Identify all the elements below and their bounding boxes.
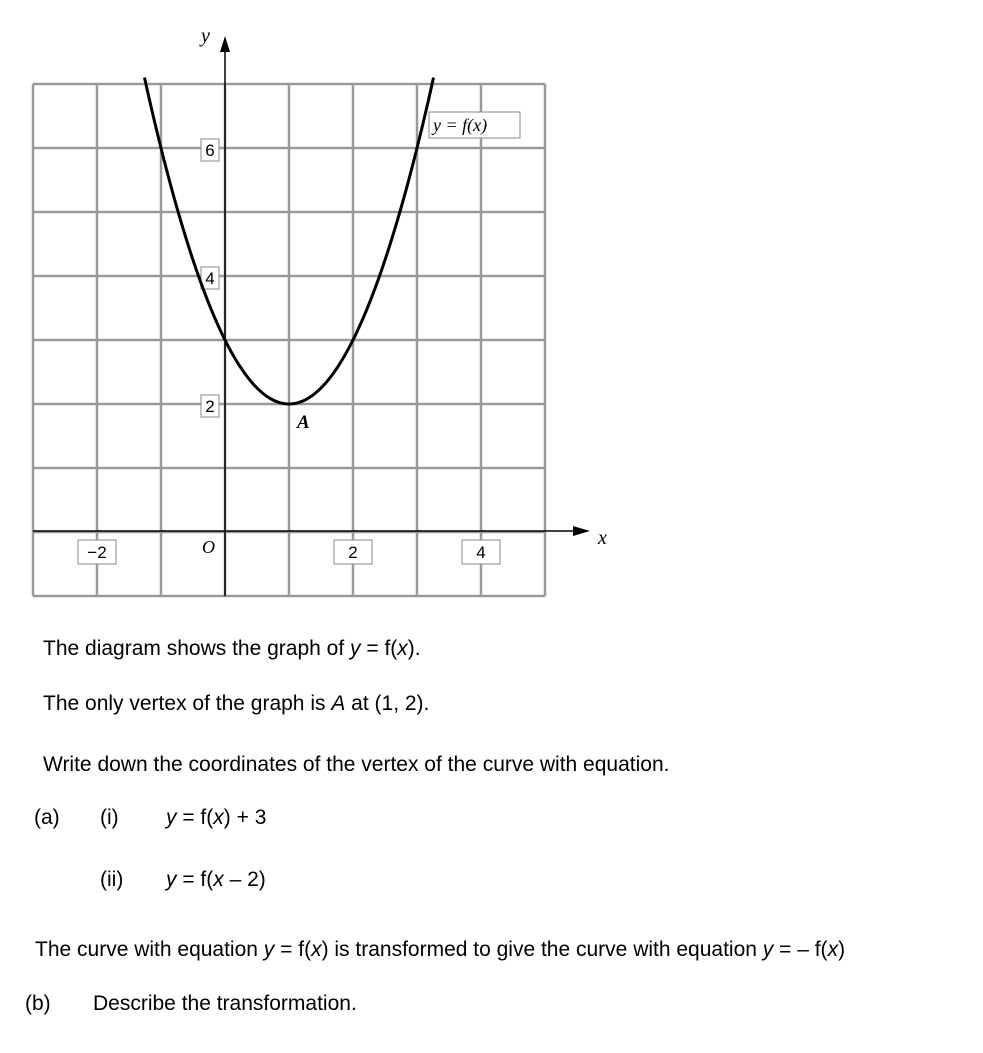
part-a-label: (a) (34, 806, 60, 829)
y-tick-label (201, 139, 219, 161)
y-axis-label: y (201, 25, 210, 47)
svg-text:−2: −2 (87, 543, 107, 562)
svg-text:4: 4 (205, 269, 215, 288)
part-a-ii-equation: y = f(x – 2) (166, 868, 266, 891)
y-axis-arrow (220, 36, 230, 52)
svg-text:4: 4 (476, 543, 486, 562)
svg-text:6: 6 (205, 141, 215, 160)
part-b-question: Describe the transformation. (93, 992, 357, 1015)
description-line-2: The only vertex of the graph is A at (1, 2). (43, 692, 430, 715)
part-a-ii-label: (ii) (100, 868, 124, 891)
part-a-i-equation: y = f(x) + 3 (166, 806, 267, 829)
curve-label-box (429, 112, 520, 138)
x-tick-label (334, 540, 372, 564)
y-tick-label (201, 395, 219, 417)
transformation-statement: The curve with equation y = f(x) is transformed to give the curve with equation y = – f(x) (35, 938, 846, 961)
y-tick-label (201, 267, 219, 289)
origin-label: O (202, 537, 215, 557)
x-axis-arrow (573, 526, 590, 536)
curve-label: y = f(x) (433, 115, 488, 135)
instruction-line: Write down the coordinates of the vertex of the curve with equation. (43, 753, 670, 776)
vertex-label: A (297, 412, 310, 433)
description-line-1: The diagram shows the graph of y = f(x). (43, 637, 421, 660)
part-a-i-label: (i) (100, 806, 119, 829)
x-tick-label (78, 540, 116, 564)
grid (33, 84, 545, 596)
svg-text:2: 2 (205, 397, 215, 416)
svg-text:2: 2 (348, 543, 358, 562)
x-axis-label: x (598, 527, 607, 549)
x-tick-label (462, 540, 500, 564)
part-b-label: (b) (25, 992, 51, 1015)
